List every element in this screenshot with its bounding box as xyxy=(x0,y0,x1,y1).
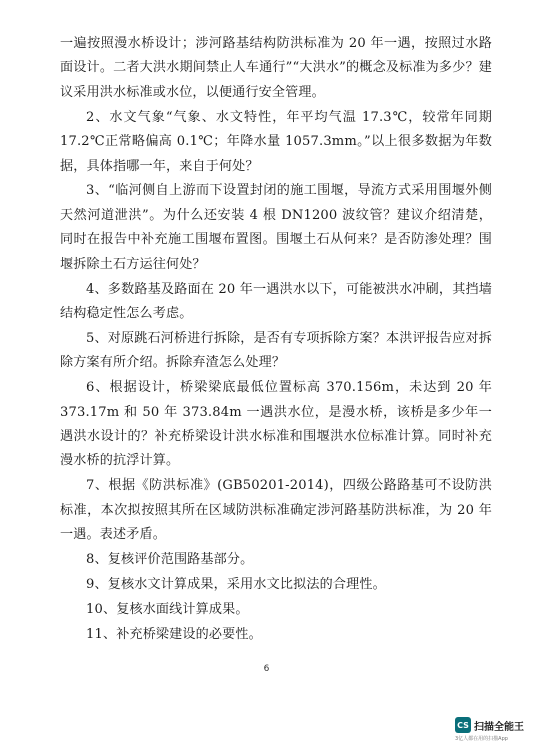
watermark-app-name: 扫描全能王 xyxy=(474,722,524,733)
paragraph-3: 3、“临河侧自上游而下设置封闭的施工围堰，导流方式采用围堰外侧天然河道泄洪”。为什么还安装 4 根 DN1200 波纹管？建议介绍清楚，同时在报告中补充施工围堰布置图。围堰土石从何来？是否防渗处理？围堰拆除土石方运往何处？ xyxy=(60,183,492,272)
paragraph-6: 6、根据设计，桥梁梁底最低位置标高 370.156m，未达到 20 年 373.17m 和 50 年 373.84m 一遇洪水位，是漫水桥，该桥是多少年一遇洪水设计的？补充桥梁设计洪水标准和围堰洪水位标准计算。同时补充漫水桥的抗浮计算。 xyxy=(60,380,492,469)
paragraph-2: 2、水文气象“气象、水文特性，年平均气温 17.3℃，较常年同期 17.2℃正常略偏高 0.1℃；年降水量 1057.3mm。”以上很多数据为年数据，具体指哪一年，来自于何处？ xyxy=(60,109,492,174)
paragraph-7: 7、根据《防洪标准》(GB50201-2014)，四级公路路基可不设防洪标准，本次拟按照其所在区域防洪标准确定涉河路基防洪标准，为 20 年一遇。表述矛盾。 xyxy=(60,478,492,543)
watermark-tagline: 3亿人都在用的扫描App xyxy=(455,736,508,742)
page-number: 6 xyxy=(263,664,270,674)
paragraph-4: 4、多数路基及路面在 20 年一遇洪水以下，可能被洪水冲刷，其挡墙结构稳定性怎么考虑。 xyxy=(60,281,492,321)
paragraph-8: 8、复核评价范围路基部分。 xyxy=(86,552,254,568)
paragraph-11: 11、补充桥梁建设的必要性。 xyxy=(86,626,262,642)
paragraph-9: 9、复核水文计算成果，采用水文比拟法的合理性。 xyxy=(86,576,386,592)
scanner-watermark xyxy=(455,715,529,743)
paragraph-5: 5、对原跳石河桥进行拆除，是否有专项拆除方案？本洪评报告应对拆除方案有所介绍。拆除弃渣怎么处理？ xyxy=(60,330,492,371)
document-body xyxy=(60,32,492,648)
camscanner-logo-icon: CS xyxy=(455,717,471,733)
paragraph-10: 10、复核水面线计算成果。 xyxy=(86,601,249,617)
paragraph-1: 一遍按照漫水桥设计；涉河路基结构防洪标准为 20 年一遇，按照过水路面设计。二者大洪水期间禁止人车通行”“大洪水”的概念及标准为多少？建议采用洪水标准或水位，以便通行安全管理。 xyxy=(60,36,492,100)
